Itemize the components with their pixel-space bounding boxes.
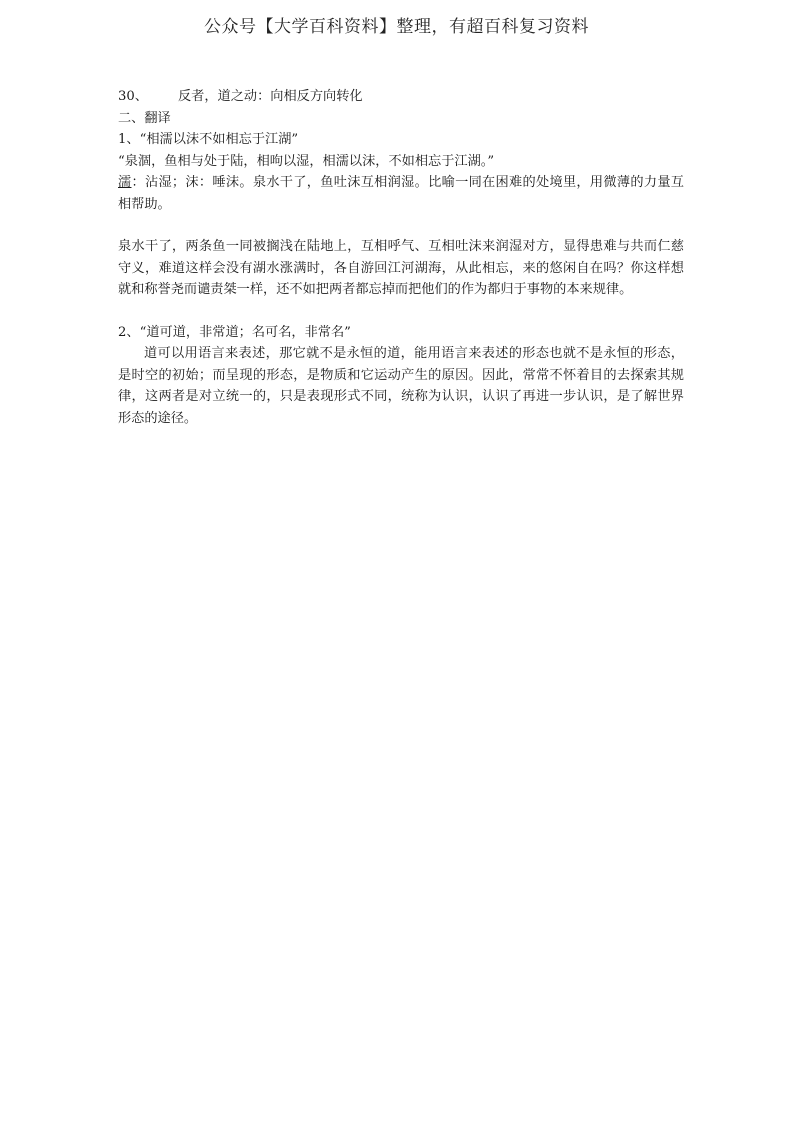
question-2-title: 2、“道可道，非常道；名可名，非常名” (118, 324, 351, 340)
section-heading-translation: 二、翻译 (118, 110, 171, 126)
gloss-key-word: 濡 (118, 175, 132, 190)
gloss-explanation: ：沾湿；沫：唾沫。泉水干了，鱼吐沫互相润湿。比喻一同在困难的处境里，用微薄的力量互相帮助。 (118, 175, 684, 212)
item-30-number: 30、 (118, 89, 148, 104)
page-header-title: 公众号【大学百科资料】整理，有超百科复习资料 (204, 17, 589, 37)
question-1-translation: 泉水干了，两条鱼一同被搁浅在陆地上，互相呼气、互相吐沫来润湿对方，显得患难与共而仁慈守义，难道这样会没有湖水涨满时，各自游回江河湖海，从此相忘，来的悠闲自在吗？你这样想就和称誉尧而谴责桀一样，还不如把两者都忘掉而把他们的作为都归于事物的本来规律。 (118, 239, 684, 297)
item-30 (118, 86, 684, 108)
question-1-title: 1、“相濡以沫不如相忘于江湖” (118, 132, 299, 147)
document-body (118, 86, 684, 429)
question-2-translation: 道可以用语言来表述，那它就不是永恒的道，能用语言来表述的形态也就不是永恒的形态，是时空的初始；而呈现的形态，是物质和它运动产生的原因。因此，常常不怀着目的去探索其规律，这两者是对立统一的，只是表现形式不同，统称为认识，认识了再进一步认识，是了解世界形态的途径。 (118, 346, 684, 426)
question-1-quote: “泉涸，鱼相与处于陆，相呴以湿，相濡以沫，不如相忘于江湖。” (118, 153, 495, 169)
item-30-text: 反者，道之动：向相反方向转化 (177, 89, 363, 104)
question-1-gloss (118, 172, 684, 215)
paragraph-gap (118, 301, 684, 322)
paragraph-gap (118, 215, 684, 236)
